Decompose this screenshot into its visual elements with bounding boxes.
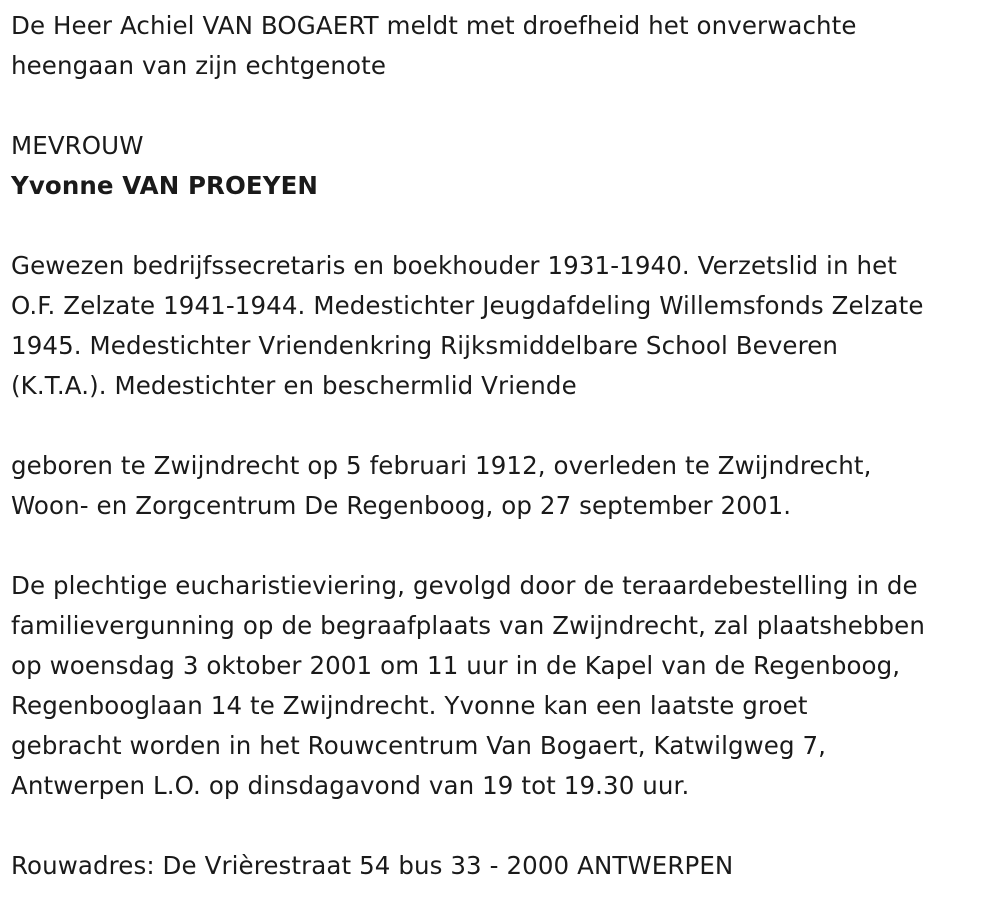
life-paragraph xyxy=(11,446,996,526)
intro-line-2: heengaan van zijn echtgenote xyxy=(11,51,387,80)
ceremony-line-2: familievergunning op de begraafplaats van Zwijndrecht, zal plaatshebben xyxy=(11,611,925,640)
ceremony-line-4: Regenbooglaan 14 te Zwijndrecht. Yvonne kan een laatste groet xyxy=(11,691,808,720)
mourning-address: Rouwadres: De Vrièrestraat 54 bus 33 - 2000 ANTWERPEN xyxy=(11,851,734,880)
ceremony-line-3: op woensdag 3 oktober 2001 om 11 uur in de Kapel van de Regenboog, xyxy=(11,651,901,680)
honorific: MEVROUW xyxy=(11,131,144,160)
deceased-title xyxy=(11,126,996,166)
ceremony-line-6: Antwerpen L.O. op dinsdagavond van 19 tot 19.30 uur. xyxy=(11,771,690,800)
deceased-name: Yvonne VAN PROEYEN xyxy=(11,171,319,200)
ceremony-line-1: De plechtige eucharistieviering, gevolgd door de teraardebestelling in de xyxy=(11,571,918,600)
career-line-3: 1945. Medestichter Vriendenkring Rijksmiddelbare School Beveren xyxy=(11,331,839,360)
deceased-name-block xyxy=(11,166,996,206)
career-paragraph xyxy=(11,246,996,406)
ceremony-paragraph xyxy=(11,566,996,806)
obituary-notice xyxy=(11,6,996,886)
career-line-1: Gewezen bedrijfssecretaris en boekhouder 1931-1940. Verzetslid in het xyxy=(11,251,897,280)
address-paragraph xyxy=(11,846,996,886)
intro-paragraph xyxy=(11,6,996,86)
career-line-4: (K.T.A.). Medestichter en beschermlid Vriende xyxy=(11,371,577,400)
intro-line-1: De Heer Achiel VAN BOGAERT meldt met droefheid het onverwachte xyxy=(11,11,857,40)
ceremony-line-5: gebracht worden in het Rouwcentrum Van Bogaert, Katwilgweg 7, xyxy=(11,731,827,760)
life-line-2: Woon- en Zorgcentrum De Regenboog, op 27 september 2001. xyxy=(11,491,792,520)
career-line-2: O.F. Zelzate 1941-1944. Medestichter Jeugdafdeling Willemsfonds Zelzate xyxy=(11,291,924,320)
life-line-1: geboren te Zwijndrecht op 5 februari 1912, overleden te Zwijndrecht, xyxy=(11,451,872,480)
